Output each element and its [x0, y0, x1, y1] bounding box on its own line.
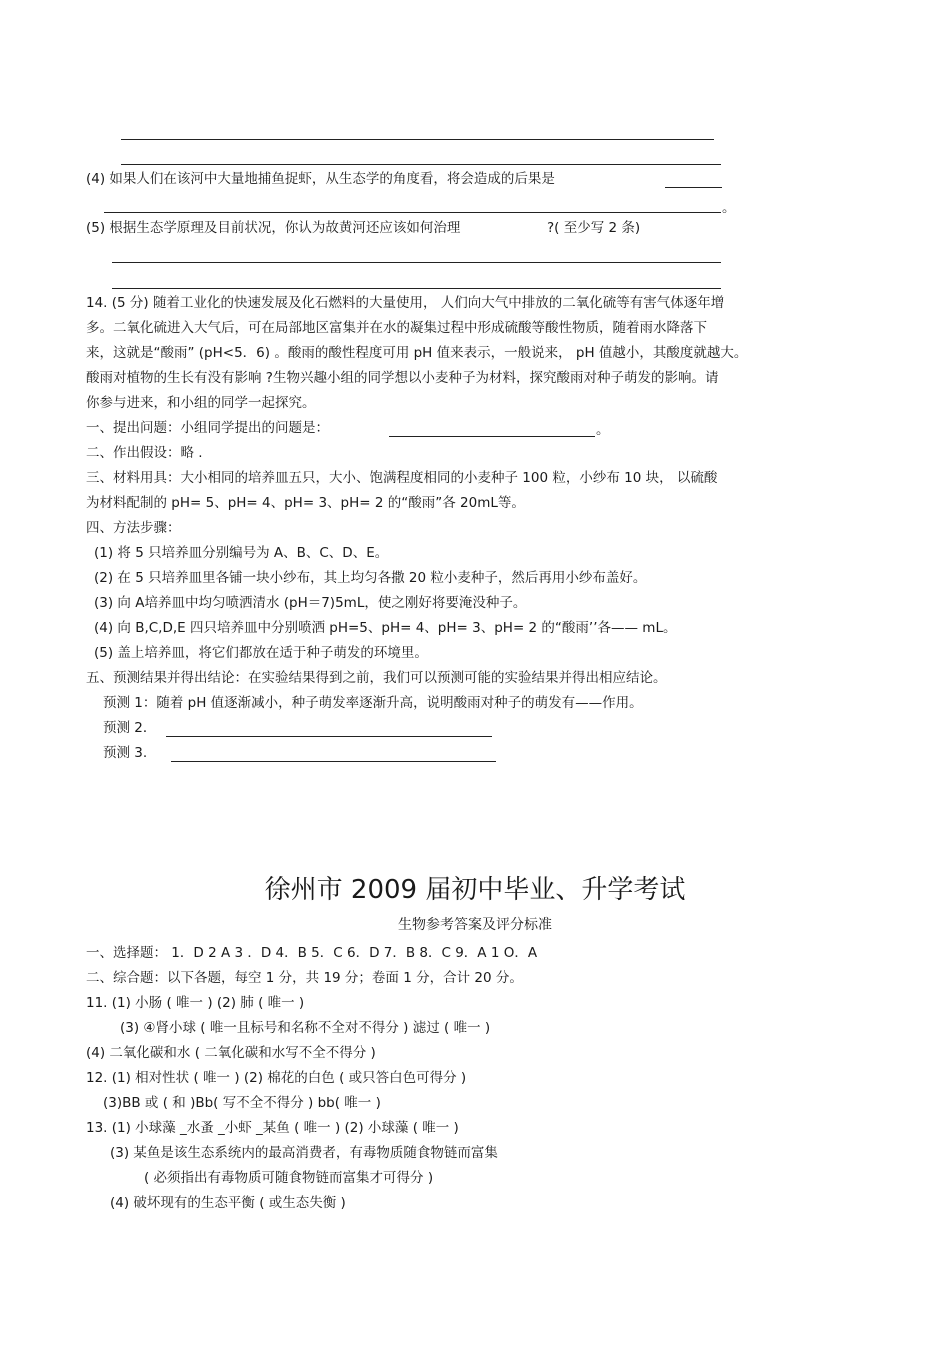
q13-item-5-note: ?( 至少写 2 条) [547, 220, 641, 236]
method-step: (5) 盖上培养皿，将它们都放在适于种子萌发的环境里。 [94, 645, 428, 661]
q14-text-line: 来，这就是“酸雨” (pH<5．6) 。酸雨的酸性程度可用 pH 值来表示，一般说来， pH 值越小，其酸度就越大。 [86, 345, 748, 361]
method-step: (4) 向 B,C,D,E 四只培养皿中分别喷洒 pH=5、pH= 4、pH= 3、pH= 2 的“酸雨’’各—— mL。 [94, 620, 677, 636]
answer-line-text: 12. (1) 相对性状 ( 唯一 ) (2) 棉花的白色 ( 或只答白色可得分 ) [86, 1070, 467, 1086]
answer-line-text: (3) 某鱼是该生态系统内的最高消费者，有毒物质随食物链而富集 [110, 1145, 498, 1161]
q14-text-line: 多。二氧化硫进入大气后，可在局部地区富集并在水的凝集过程中形成硫酸等酸性物质，随着雨水降落下 [86, 320, 707, 336]
q14-section-materials-cont: 为材料配制的 pH= 5、pH= 4、pH= 3、pH= 2 的“酸雨”各 20mL等。 [86, 495, 525, 511]
answer-line [112, 288, 721, 289]
q13-item-4: (4) 如果人们在该河中大量地捕鱼捉虾，从生态学的角度看，将会造成的后果是 [86, 171, 555, 187]
q14-section-materials: 三、材料用具：大小相同的培养皿五只，大小、饱满程度相同的小麦种子 100 粒，小纱布 10 块， 以硫酸 [86, 470, 718, 486]
prediction-2: 预测 2． [103, 720, 157, 736]
q14-text-line: 酸雨对植物的生长有没有影响 ?生物兴趣小组的同学想以小麦种子为材料，探究酸雨对种子萌发的影响。请 [86, 370, 719, 386]
method-step: (1) 将 5 只培养皿分别编号为 A、B、C、D、E。 [94, 545, 389, 561]
answer-key-title: 徐州市 2009 届初中毕业、升学考试 [264, 875, 686, 905]
answer-line [112, 262, 721, 263]
answer-line-text: (3)BB 或 ( 和 )Bb( 写不全不得分 ) bb( 唯一 ) [103, 1095, 381, 1111]
q14-text-line: 你参与进来，和小组的同学一起探究。 [86, 395, 316, 411]
answer-line-text: (4) 破坏现有的生态平衡 ( 或生态失衡 ) [110, 1195, 346, 1211]
q14-section-hypothesis: 二、作出假设：略 . [86, 445, 203, 461]
answer-line [166, 736, 492, 737]
q14-text-line: 14. (5 分) 随着工业化的快速发展及化石燃料的大量使用， 人们向大气中排放的二氧化硫等有害气体逐年增 [86, 295, 725, 311]
answer-line-text: ( 必须指出有毒物质可随食物链而富集才可得分 ) [144, 1170, 434, 1186]
answer-line [665, 187, 722, 188]
answer-key-subtitle: 生物参考答案及评分标准 [398, 917, 552, 933]
answer-line [121, 164, 721, 165]
q14-section-method: 四、方法步骤： [86, 520, 181, 536]
answer-line [389, 436, 595, 437]
answer-line [104, 212, 721, 213]
answer-line-text: 13. (1) 小球藻 _水蚤 _小虾 _某鱼 ( 唯一 ) (2) 小球藻 ( 唯一 ) [86, 1120, 459, 1136]
answer-line-text: 一、选择题： 1．D 2 A 3 ．D 4．B 5．C 6．D 7．B 8．C 9．A 1 O．A [86, 945, 538, 961]
period-mark: 。 [596, 422, 610, 438]
answer-line [171, 761, 496, 762]
q14-section-prediction: 五、预测结果并得出结论：在实验结果得到之前，我们可以预测可能的实验结果并得出相应结论。 [86, 670, 667, 686]
answer-line-text: (4) 二氧化碳和水 ( 二氧化碳和水写不全不得分 ) [86, 1045, 376, 1061]
q13-item-5: (5) 根据生态学原理及目前状况，你认为故黄河还应该如何治理 [86, 220, 461, 236]
method-step: (2) 在 5 只培养皿里各铺一块小纱布，其上均匀各撒 20 粒小麦种子，然后再用小纱布盖好。 [94, 570, 647, 586]
prediction-1: 预测 1：随着 pH 值逐渐减小，种子萌发率逐渐升高，说明酸雨对种子的萌发有——作用。 [103, 695, 643, 711]
q14-section-question: 一、提出问题：小组同学提出的问题是： [86, 420, 329, 436]
answer-line-text: 11. (1) 小肠 ( 唯一 ) (2) 肺 ( 唯一 ) [86, 995, 305, 1011]
answer-line-text: 二、综合题：以下各题，每空 1 分，共 19 分；卷面 1 分，合计 20 分。 [86, 970, 523, 986]
method-step: (3) 向 A培养皿中均匀喷洒清水 (pH＝7)5mL，使之刚好将要淹没种子。 [94, 595, 527, 611]
answer-line-text: (3) ④肾小球 ( 唯一且标号和名称不全对不得分 ) 滤过 ( 唯一 ) [120, 1020, 491, 1036]
period-mark: 。 [722, 200, 736, 216]
prediction-3: 预测 3. [103, 745, 148, 761]
answer-line [121, 139, 714, 140]
